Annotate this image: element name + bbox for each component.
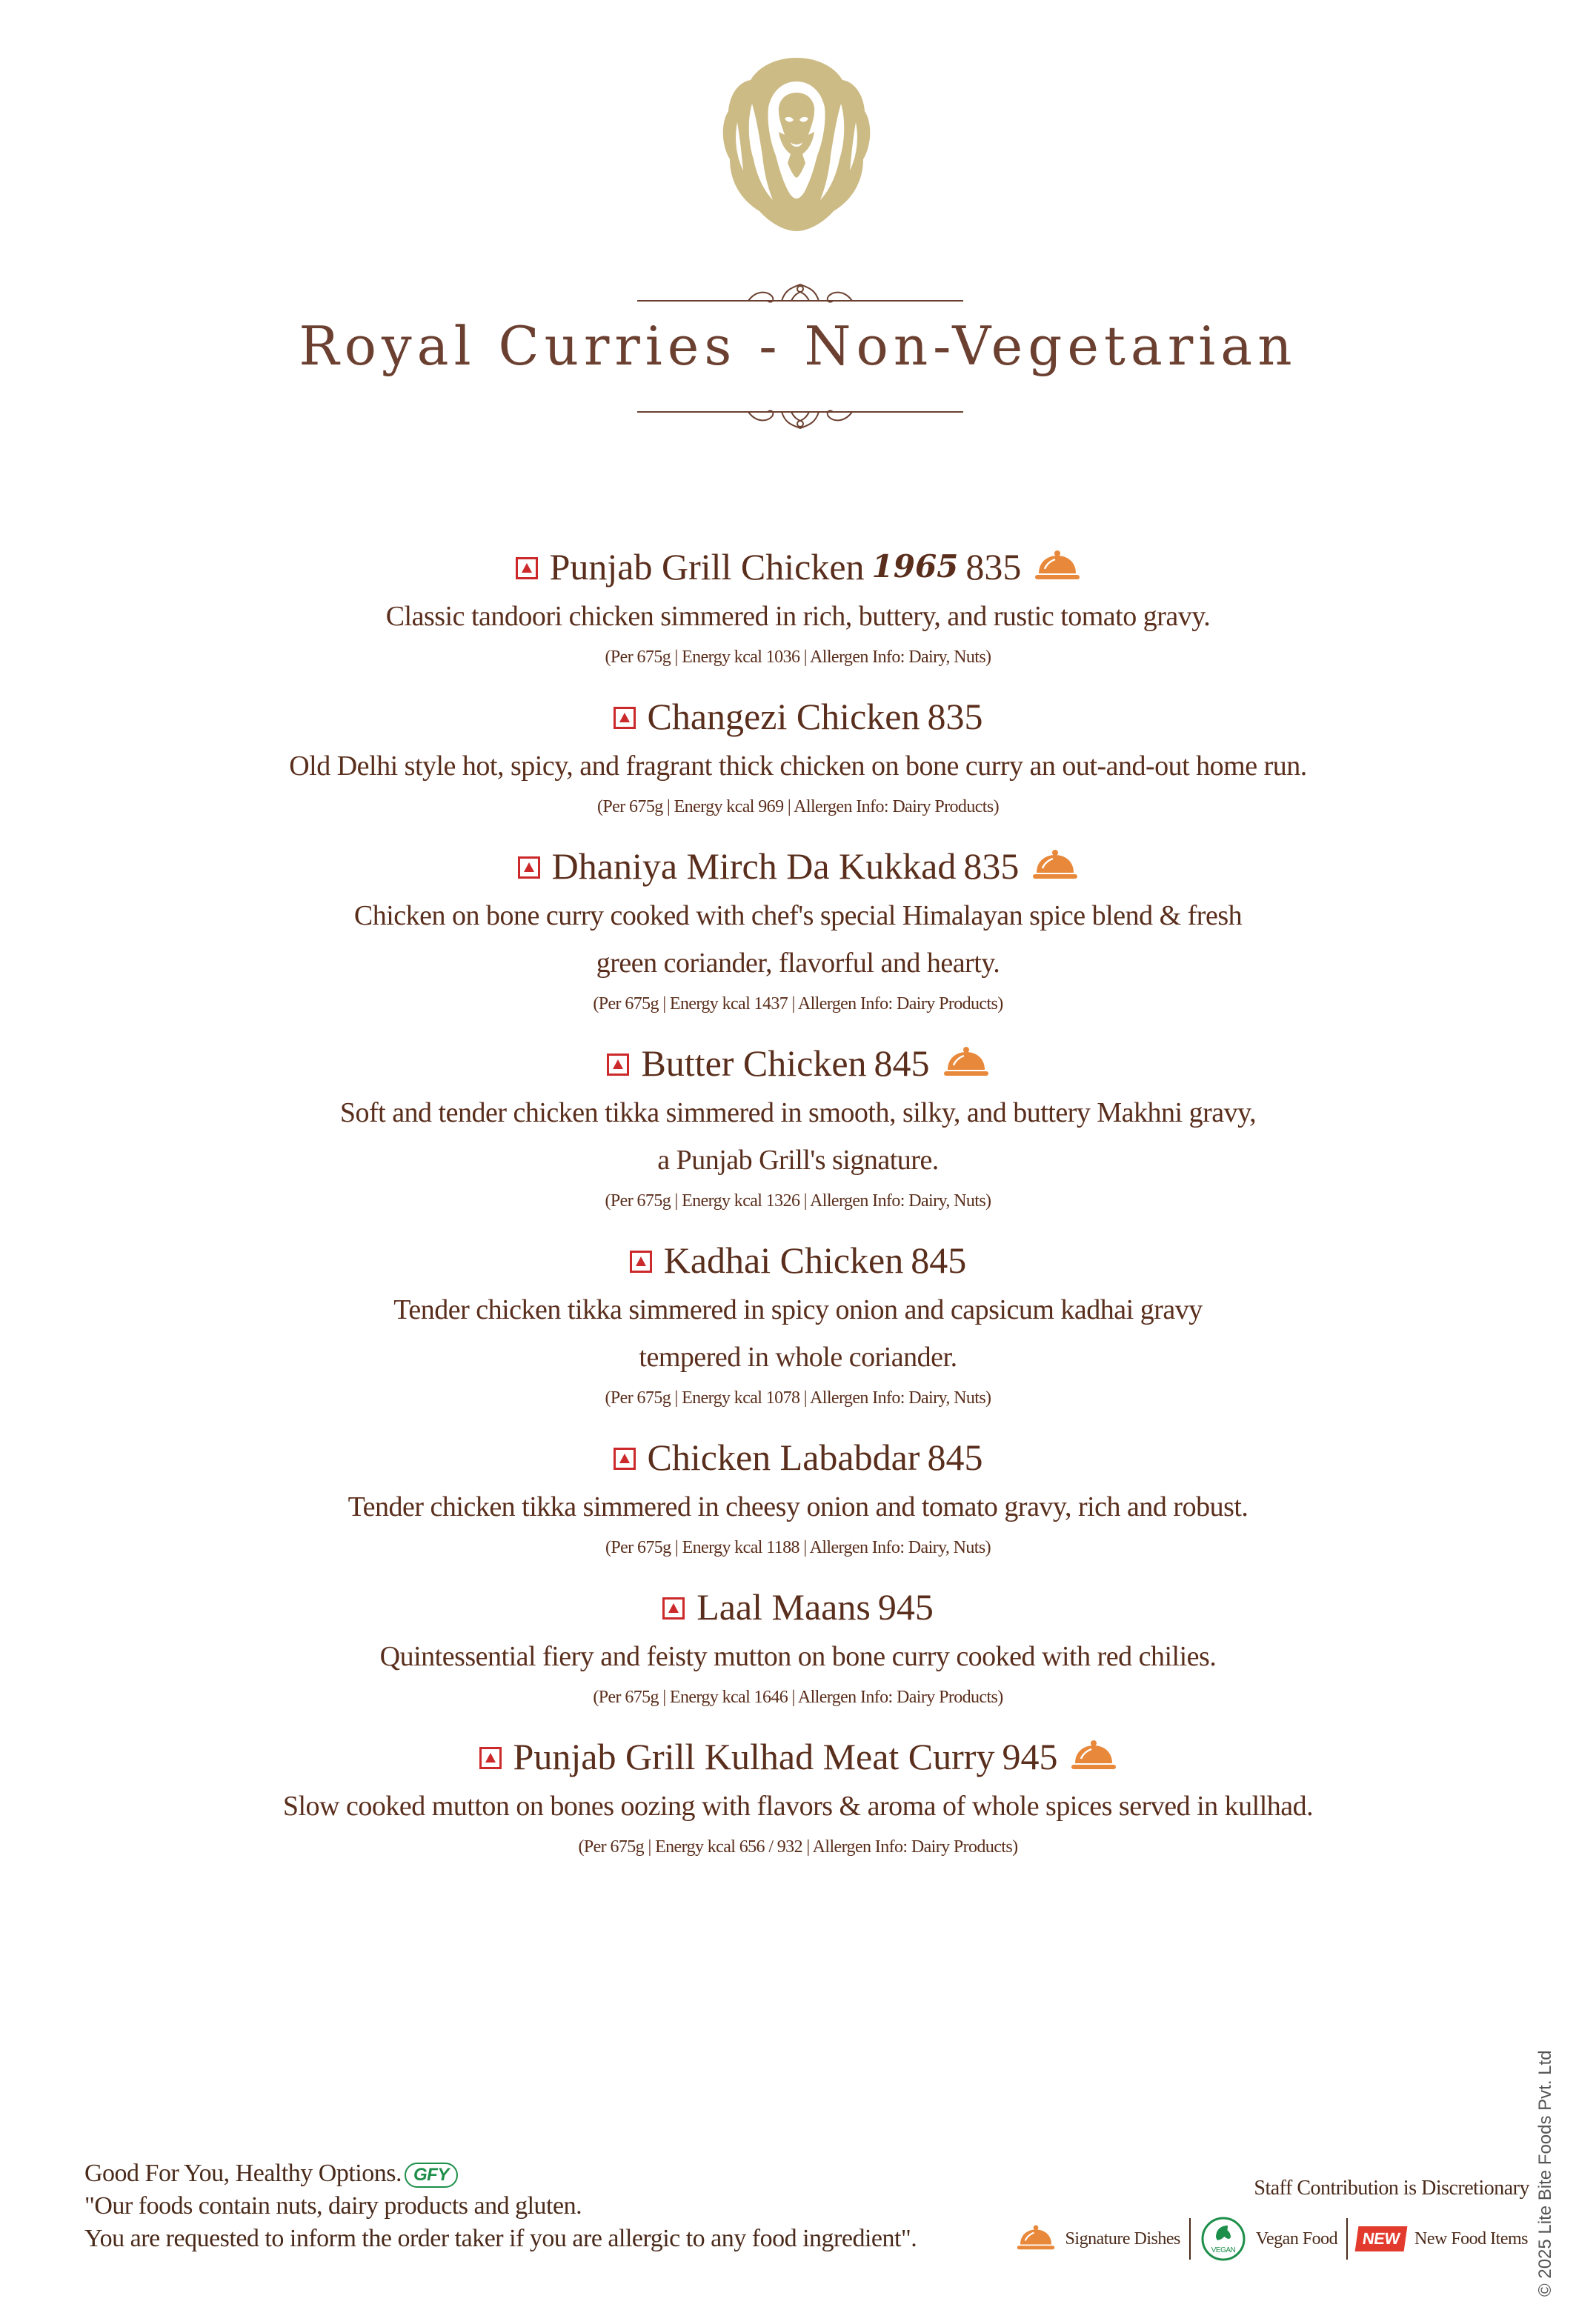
menu-item-title	[0, 1234, 1596, 1286]
menu-item-description: Quintessential fiery and feisty mutton on bone curry cooked with red chilies.	[379, 1641, 1217, 1672]
menu-item-description: Chicken on bone curry cooked with chef's special Himalayan spice blend & fresh	[353, 900, 1243, 931]
menu-item-description: Classic tandoori chicken simmered in rich, buttery, and rustic tomato gravy.	[385, 601, 1211, 632]
vegan-badge-text: VEGAN	[1211, 2246, 1236, 2254]
menu-item	[0, 1581, 1596, 1714]
non-veg-icon	[607, 1054, 629, 1076]
legend-separator	[1346, 2218, 1348, 2260]
menu-item-nutrition: (Per 675g | Energy kcal 1036 | Allergen Info: Dairy, Nuts)	[605, 648, 991, 667]
menu-item-nutrition: (Per 675g | Energy kcal 1646 | Allergen Info: Dairy Products)	[593, 1688, 1003, 1707]
menu-item-description: green coriander, flavorful and hearty.	[596, 948, 1000, 979]
menu-item-price: 835	[927, 696, 983, 737]
vegan-icon	[1200, 2215, 1247, 2263]
menu-item-price: 945	[877, 1586, 934, 1628]
menu-item	[0, 1037, 1596, 1218]
gfy-badge: GFY	[405, 2163, 458, 2188]
menu-item	[0, 541, 1596, 674]
signature-cloche-icon	[943, 1045, 989, 1082]
signature-cloche-icon	[1071, 1738, 1117, 1775]
menu-item-nutrition: (Per 675g | Energy kcal 1437 | Allergen Info: Dairy Products)	[593, 994, 1003, 1013]
allergy-note-line2: You are requested to inform the order taker if you are allergic to any food ingredient".	[84, 2225, 917, 2252]
menu-item-price: 945	[1002, 1736, 1058, 1777]
menu-item-description: Slow cooked mutton on bones oozing with flavors & aroma of whole spices served in kullhad.	[282, 1791, 1314, 1822]
menu-item-title	[0, 1581, 1596, 1633]
legend	[1015, 2215, 1528, 2263]
menu-item-title	[0, 541, 1596, 593]
menu-item-name: Changezi Chicken	[647, 696, 920, 737]
menu-item-nutrition: (Per 675g | Energy kcal 656 / 932 | Allergen Info: Dairy Products)	[578, 1837, 1018, 1857]
non-veg-icon	[614, 1448, 636, 1470]
menu-item-nutrition: (Per 675g | Energy kcal 1078 | Allergen Info: Dairy, Nuts)	[605, 1388, 991, 1408]
menu-item-title	[0, 1037, 1596, 1089]
menu-item-name: Punjab Grill Chicken	[549, 546, 865, 588]
menu-item	[0, 1731, 1596, 1864]
new-badge: NEW	[1355, 2226, 1408, 2251]
menu-item-description: a Punjab Grill's signature.	[657, 1145, 939, 1176]
section-title: Royal Curries - Non-Vegetarian	[299, 315, 1297, 377]
signature-cloche-icon	[1034, 548, 1080, 585]
menu-item-title	[0, 840, 1596, 892]
non-veg-icon	[662, 1597, 685, 1620]
menu-item-price: 845	[911, 1239, 967, 1281]
copyright-notice: © 2025 Lite Bite Foods Pvt. Ltd	[1535, 2050, 1555, 2297]
menu-item	[0, 840, 1596, 1021]
menu-item-price: 835	[965, 546, 1022, 588]
menu-item	[0, 1234, 1596, 1415]
lion-logo	[708, 52, 885, 237]
menu-item-description: Tender chicken tikka simmered in spicy onion and capsicum kadhai gravy	[393, 1294, 1203, 1325]
footer-notes	[84, 2157, 974, 2255]
menu-item-description: Old Delhi style hot, spicy, and fragrant thick chicken on bone curry an out-and-out home run.	[289, 750, 1307, 782]
menu-item-description: tempered in whole coriander.	[639, 1342, 957, 1373]
menu-item-name: Kadhai Chicken	[663, 1239, 904, 1281]
non-veg-icon	[518, 856, 540, 879]
menu-item-title	[0, 690, 1596, 742]
menu-item	[0, 1431, 1596, 1565]
staff-contribution-note: Staff Contribution is Discretionary	[1254, 2177, 1529, 2200]
menu-item-nutrition: (Per 675g | Energy kcal 1326 | Allergen Info: Dairy, Nuts)	[605, 1191, 991, 1211]
menu-item-name: Laal Maans	[696, 1586, 871, 1628]
menu-item	[0, 690, 1596, 824]
cloche-icon	[1015, 2223, 1057, 2254]
non-veg-icon	[479, 1747, 502, 1769]
menu-item-nutrition: (Per 675g | Energy kcal 1188 | Allergen Info: Dairy, Nuts)	[605, 1538, 991, 1557]
menu-item-price: 835	[963, 845, 1020, 887]
menu-item-name: Dhaniya Mirch Da Kukkad	[551, 845, 957, 887]
legend-separator	[1189, 2218, 1191, 2260]
menu-item-description: Tender chicken tikka simmered in cheesy onion and tomato gravy, rich and robust.	[348, 1491, 1248, 1522]
menu-item-description: Soft and tender chicken tikka simmered in smooth, silky, and buttery Makhni gravy,	[339, 1097, 1257, 1128]
menu-item-year: 1965	[871, 548, 959, 585]
non-veg-icon	[516, 557, 538, 579]
legend-new-label: New Food Items	[1414, 2229, 1528, 2249]
menu-item-title	[0, 1431, 1596, 1483]
menu-item-name: Punjab Grill Kulhad Meat Curry	[513, 1736, 995, 1777]
non-veg-icon	[614, 707, 636, 729]
menu-item-name: Chicken Lababdar	[647, 1437, 920, 1478]
menu-list	[0, 519, 1596, 1864]
menu-item-title	[0, 1731, 1596, 1783]
allergy-note-line1: "Our foods contain nuts, dairy products and gluten.	[84, 2192, 582, 2220]
menu-item-name: Butter Chicken	[641, 1042, 867, 1084]
legend-vegan-label: Vegan Food	[1255, 2229, 1338, 2249]
ornament-divider-bottom	[637, 400, 963, 430]
gfy-text: Good For You, Healthy Options.	[84, 2160, 402, 2187]
menu-item-nutrition: (Per 675g | Energy kcal 969 | Allergen Info: Dairy Products)	[597, 797, 999, 816]
menu-item-price: 845	[927, 1437, 983, 1478]
signature-cloche-icon	[1032, 848, 1078, 885]
ornament-divider-top	[637, 282, 963, 311]
non-veg-icon	[630, 1251, 652, 1273]
legend-signature-label: Signature Dishes	[1065, 2229, 1180, 2249]
menu-item-price: 845	[874, 1042, 930, 1084]
